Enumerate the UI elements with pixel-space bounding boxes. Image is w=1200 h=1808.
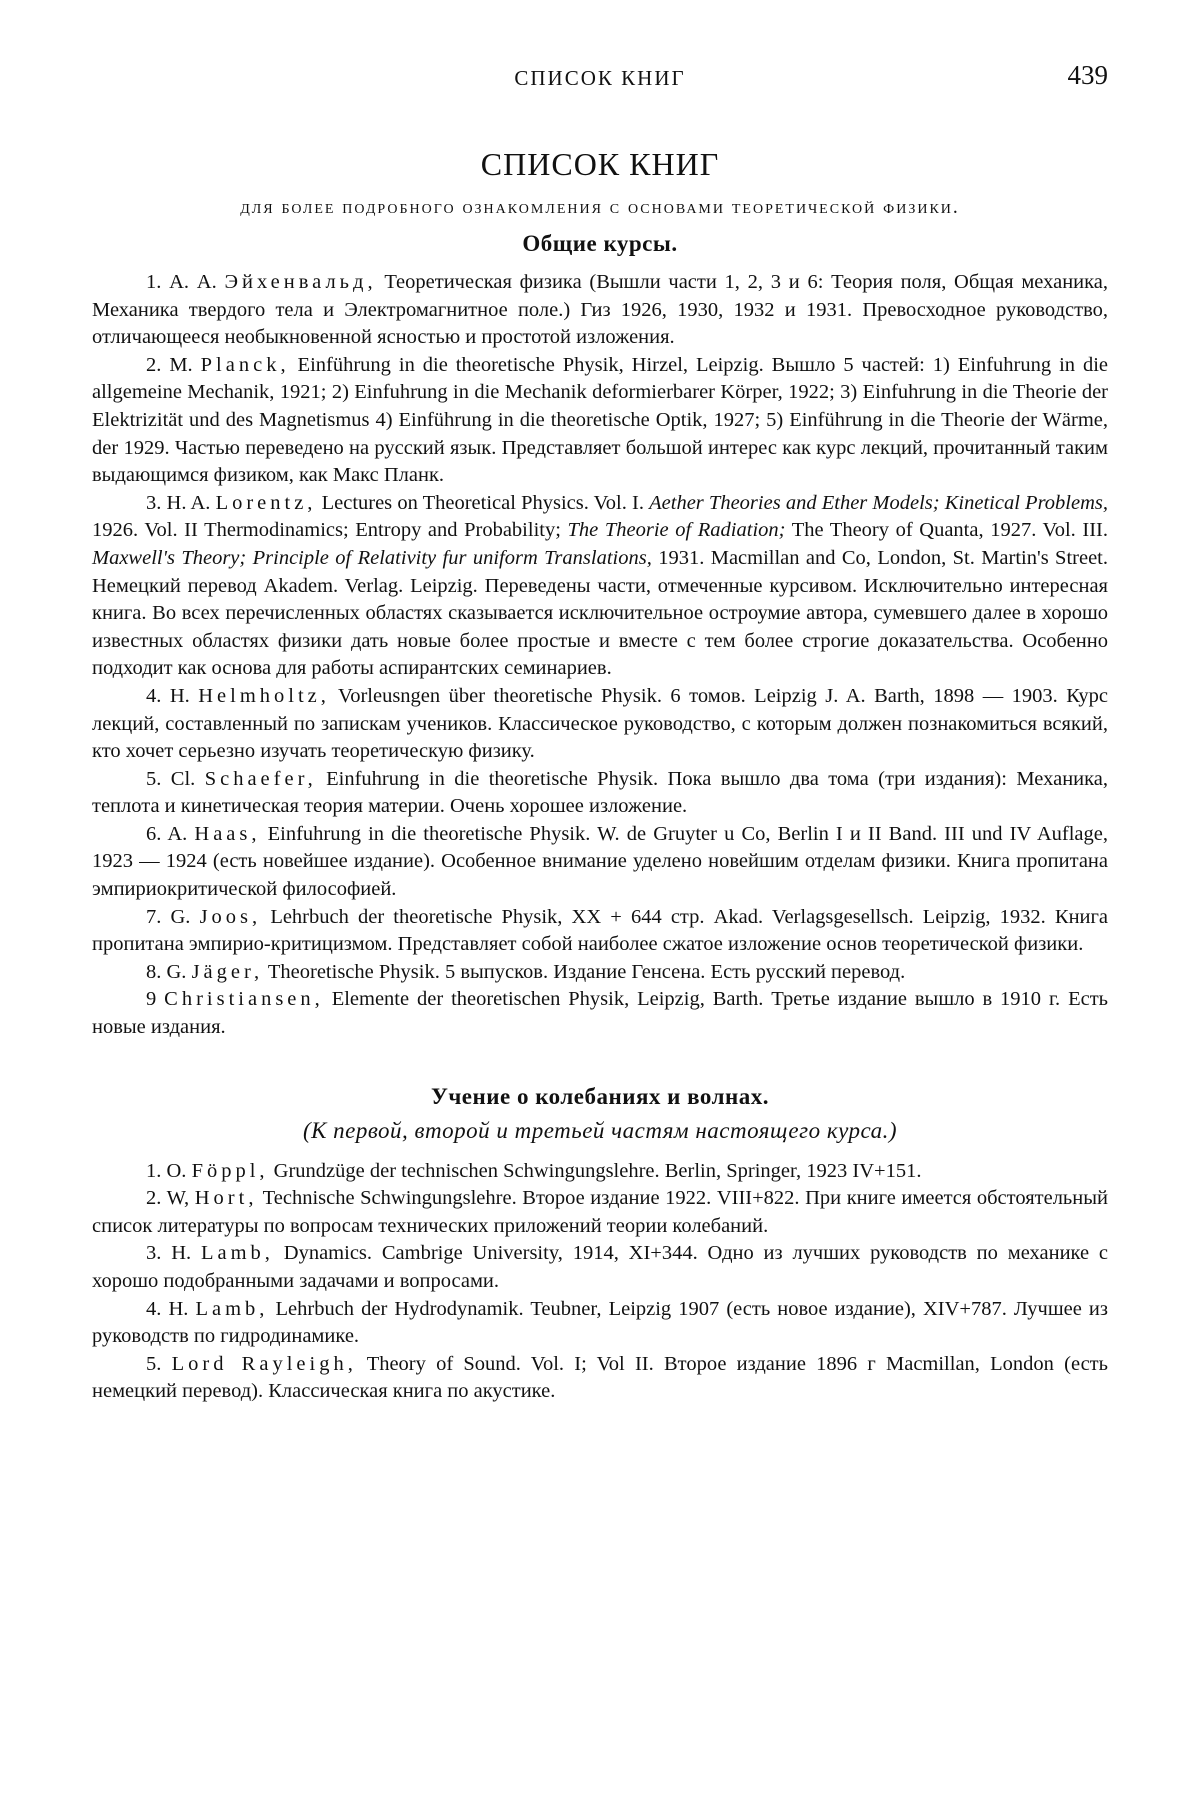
entry-text: Dynamics. Cambrige University, 1914, XI+344. Одно из лучших руководств по механике с хорошо подобранными задачами и вопросами. — [92, 1242, 1109, 1292]
book-entry — [92, 352, 1108, 490]
book-entry — [92, 683, 1108, 766]
entry-number: 4. H. — [146, 684, 190, 707]
book-entry — [92, 1158, 1108, 1186]
book-entry — [92, 490, 1108, 683]
entry-number: 3. H. — [146, 1242, 192, 1265]
entry-author: Haas, — [194, 822, 261, 845]
entry-author: Planck, — [200, 353, 290, 376]
entry-text: Einfuhrung in die theoretische Physik. Пока вышло два тома (три издания): Механика, теплота и кинетическая теория материи. Очень хорошее изложение. — [92, 767, 1109, 818]
entry-author: Lamb, — [200, 1242, 274, 1265]
entry-number: 5. — [146, 1352, 162, 1375]
entry-number: 7. G. — [146, 905, 191, 928]
entry-number: 2. М. — [146, 353, 193, 376]
entry-author: Christiansen, — [164, 988, 324, 1011]
entry-text: Elemente der theoretischen Physik, Leipzig, Barth. Третье издание вышло в 1910 г. Есть новые издания. — [92, 988, 1109, 1039]
entry-number: 5. Cl. — [146, 767, 196, 790]
entry-text: Einführung in die theoretische Physik, Hirzel, Leipzig. Вышло 5 частей: 1) Einfuhrung in die allgemeine Mechanik, 1921; 2) Einfuhrung in die Mechanik deformierbarer Körper, 1922; 3) Einfuhrung in die Theorie der Elektrizität und des Magnetismus 4) Einführung in die theoretische Optik, 1927; 5) Einführung in die Theorie der Wärme, der 1929. Частью переведено на русский язык. Представляет большой интерес как курс лекций, прочитанный таким выдающимся физиком, как Макс Планк. — [92, 353, 1109, 487]
section-general-courses — [92, 231, 1108, 1042]
page-number: 439 — [1067, 60, 1108, 90]
entry-author: Lamb, — [195, 1297, 269, 1320]
entry-author: Эйхенвальд, — [224, 271, 377, 293]
entry-number: 2. W, — [146, 1187, 190, 1210]
entry-text: Lehrbuch der theoretische Physik, XX + 644 стр. Akad. Verlagsgesellsch. Leipzig, 1932. Книга пропитана эмпирио-критицизмом. Представляет собой наиболее сжатое изложение основ теоретической физики. — [92, 905, 1109, 956]
entry-number: 6. A. — [146, 822, 188, 845]
page-title: СПИСОК КНИГ — [480, 146, 720, 182]
entry-author: Lord Rayleigh, — [171, 1352, 357, 1375]
section-heading: Учение о колебаниях и волнах. — [430, 1083, 770, 1109]
entry-italic-title: Maxwell's Theory; Principle of Relativity fur uniform Translations, — [92, 546, 652, 569]
entry-text: Theory of Sound. Vol. I; Vol II. Второе издание 1896 г Macmillan, London (есть немецкий перевод). Классическая книга по акустике. — [92, 1352, 1108, 1403]
entry-number: 1. А. А. — [146, 271, 217, 293]
book-entry — [92, 1351, 1108, 1406]
entry-text: Technische Schwingungslehre. Второе издание 1922. VIII+822. При книге имеется обстоятельный список литературы по вопросам технических приложений теории колебаний. — [92, 1187, 1108, 1237]
entry-italic-title: The Theorie of Radiation; — [567, 519, 786, 542]
section-heading: Общие курсы. — [522, 231, 678, 256]
book-entry — [92, 1185, 1108, 1240]
entry-text: Theoretische Physik. 5 выпусков. Издание Генсена. Есть русский перевод. — [267, 960, 906, 983]
section-note: (К первой, второй и третьей частям настоящего курса.) — [302, 1117, 898, 1143]
entry-number: 8. G. — [146, 960, 187, 983]
entry-author: Hort, — [194, 1187, 258, 1210]
book-entry — [92, 986, 1108, 1041]
book-page — [92, 56, 1108, 1406]
running-title: СПИСОК КНИГ — [514, 66, 686, 90]
section-oscillations-waves — [92, 1084, 1108, 1406]
entry-italic-title: Aether Theories and Ether Models; Kinetical Problems, — [649, 491, 1108, 514]
entry-author: Joos, — [199, 905, 262, 928]
entry-text: Теоретическая физика (Вышли части 1, 2, 3 и 6: Теория поля, Общая механика, Механика твердого тела и Электромагнитное поле.) Гиз 1926, 1930, 1932 и 1931. Превосходное руководство, отличающееся необыкновенной ясностью и простотой изложения. — [92, 271, 1109, 349]
running-header — [92, 56, 1108, 104]
entry-author: Helmholtz, — [198, 684, 330, 707]
book-entry — [92, 1296, 1108, 1351]
book-entry — [92, 959, 1108, 987]
entry-text: Grundzüge der technischen Schwingungslehre. Berlin, Springer, 1923 IV+151. — [273, 1159, 922, 1182]
entry-author: Jäger, — [191, 960, 264, 983]
entry-text-segment: 1931. Macmillan and Co, London, St. Martin's Street. Немецкий перевод Akadem. Verlag. Leipzig. Переведены части, отмеченные курсивом. Исключительно интересная книга. Во всех перечисленных областях сказывается исключительное остроумие автора, сумевшего далее в хорошо известных областях физики дать новые более простые и вместе с тем более строгие доказательства. Особенно подходит как основа для работы аспирантских семинариев. — [92, 546, 1108, 680]
book-entry — [92, 904, 1108, 959]
book-entry — [92, 766, 1108, 821]
book-entry — [92, 269, 1108, 352]
entry-author: Schaefer, — [204, 767, 317, 790]
entry-number: 9 — [146, 988, 157, 1011]
entry-text-segment: 1926. Vol. II Thermodinamics; Entropy and Probability; — [92, 519, 568, 542]
entry-author: Lorentz, — [215, 491, 317, 514]
entry-number: 3. H. A. — [146, 491, 211, 514]
entry-text: Vorleusngen über theoretische Physik. 6 томов. Leipzig J. A. Barth, 1898 — 1903. Курс лекций, составленный по запискам учеников. Классическое руководство, с которым должен познакомиться всякий, кто хочет серьезно изучать теоретическую физику. — [92, 684, 1108, 763]
entry-number: 4. H. — [146, 1297, 189, 1320]
page-subtitle: для более подробного ознакомления с основами теоретической физики. — [240, 197, 960, 218]
entry-text-segment: Lectures on Theoretical Physics. Vol. I. — [321, 491, 650, 514]
entry-number: 1. O. — [146, 1159, 187, 1182]
entry-text: Einfuhrung in die theoretische Physik. W. de Gruyter u Co, Berlin I и II Band. III und IV Auflage, 1923 — 1924 (есть новейшее издание). Особенное внимание уделено новейшим отделам физики. Книга пропитана эмпириокритической философией. — [92, 822, 1108, 901]
entry-text-segment: The Theory of Quanta, 1927. Vol. III. — [785, 519, 1108, 542]
book-entry — [92, 821, 1108, 904]
entry-author: Föppl, — [191, 1159, 269, 1182]
book-entry — [92, 1240, 1108, 1295]
entry-text: Lehrbuch der Hydrodynamik. Teubner, Leipzig 1907 (есть новое издание), XIV+787. Лучшее из руководств по гидродинамике. — [92, 1297, 1108, 1348]
